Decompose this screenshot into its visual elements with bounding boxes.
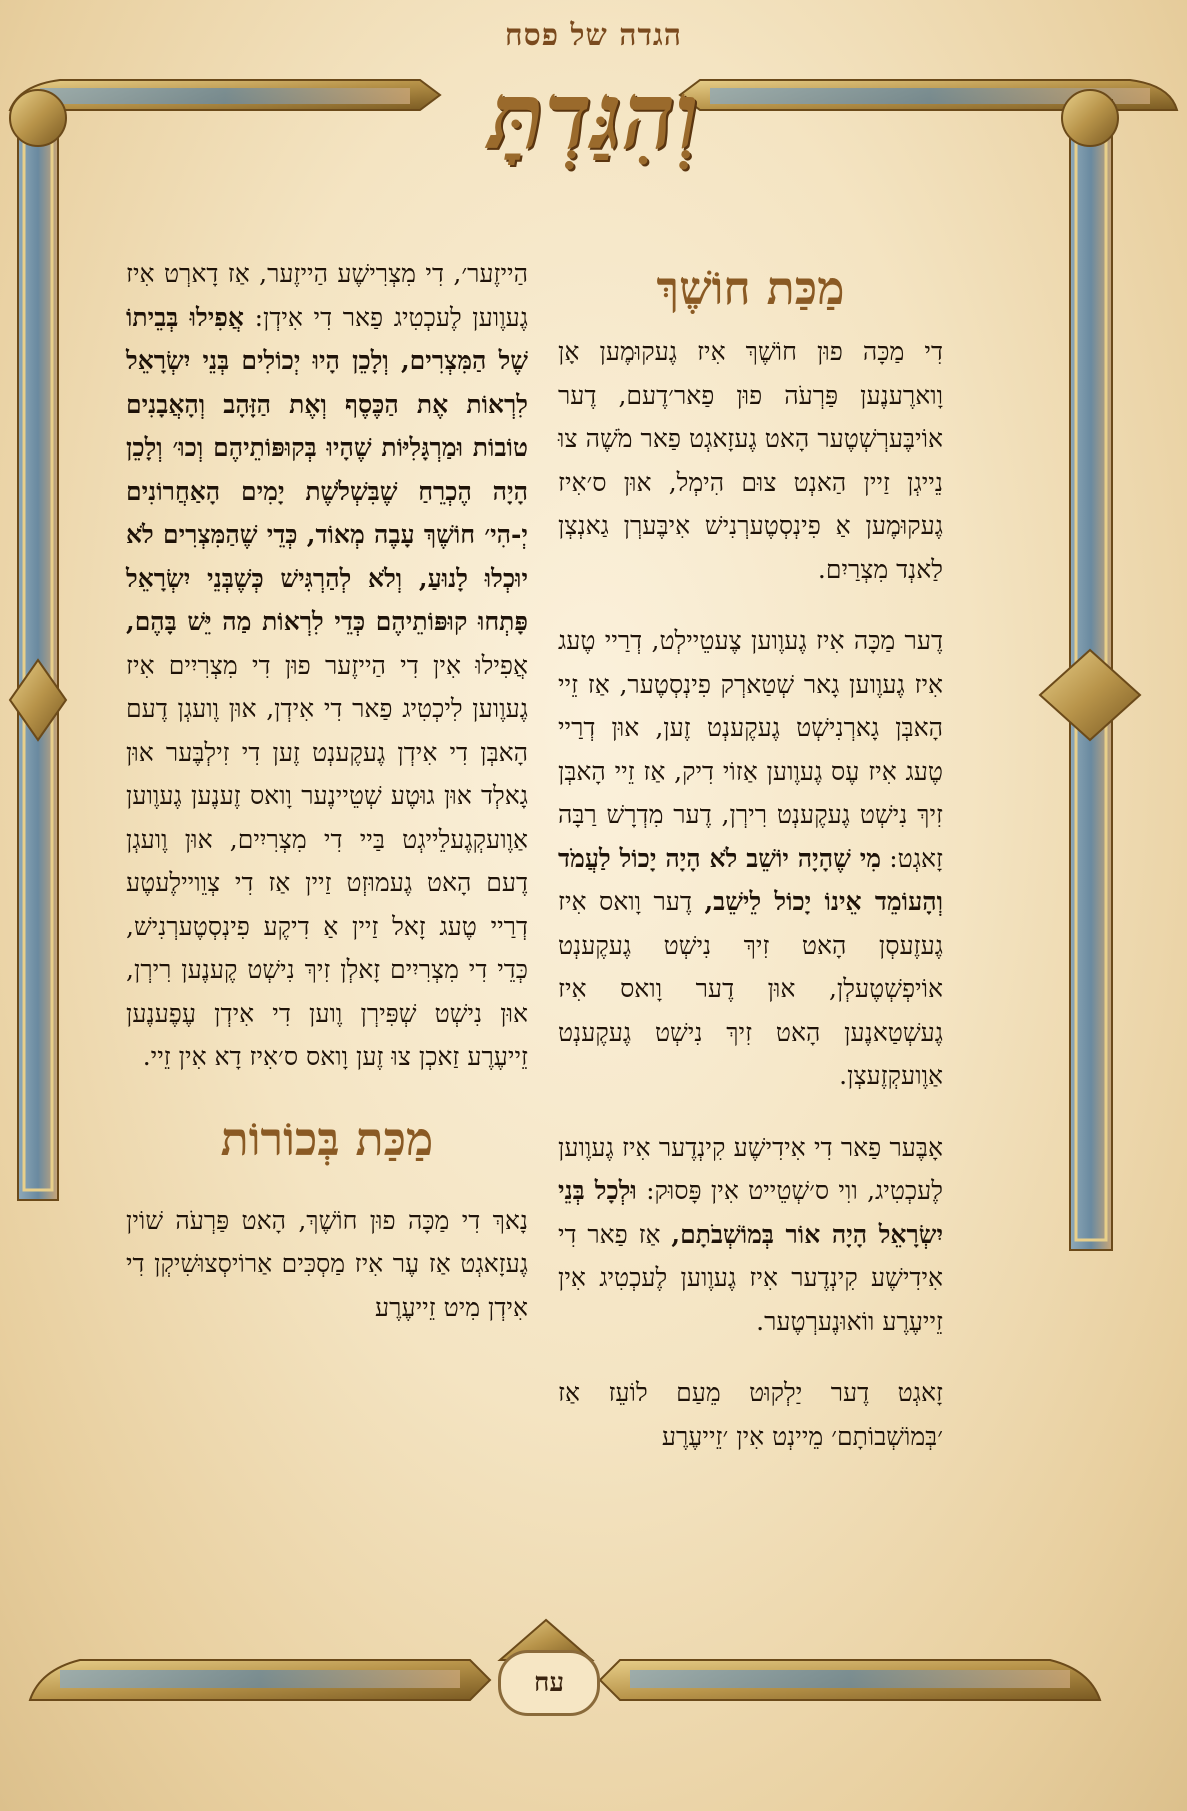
- paragraph: דִי מַכָּה פוּן חוֹשֶׁךְ אִיז גֶעקוּמֶען אָן וָוארֶענֶען פַּרְעֹה פוּן פַאר׳דֶעם, דֶער אוֹיבֶּערְשְׁטֶער הָאט גֶעזָאגְט פַאר מֹשֶׁה צוּ נֵייגְן זַיין הַאנְט צוּם הִימְל, אוּן ס׳אִיז גֶעקוּמֶען אַ פִינְסְטֶערְנִישׁ אִיבֶּערְן גַאנְצְן לַאנְד מִצְרַיִם.: [558, 337, 943, 584]
- quote-bold: מִי שֶׁהָיָה יוֹשֵׁב לֹא הָיָה יָכוֹל לַעֲמֹד וְהָעוֹמֵד אֵינוֹ יָכוֹל לֵישֵׁב,: [558, 843, 943, 916]
- paragraph: הַייזֶער׳, דִי מִצְרִישֶׁע הַייזֶער, אַז דָארְט אִיז גֶעוֶוען לֶעכְטִיג פַאר דִי אִידְן: אֲפִילוּ בְּבֵיתוֹ שֶׁל הַמִּצְרִים, וְלָכֵן הָיוּ יְכוֹלִים בְּנֵי יִשְׂרָאֵל לִרְאוֹת אֶת הַכֶּסֶף וְאֶת הַזָּהָב וְהָאֲבָנִים טוֹבוֹת וּמַרְגָּלִיּוֹת שֶׁהָיוּ בְּקוּפּוֹתֵיהֶם וְכוּ׳ וְלָכֵן הָיָה הֶכְרֵחַ שֶׁבִּשְׁלֹשֶׁת יָמִים הָאַחֲרוֹנִים יְ-הִי׳ חוֹשֶׁךְ עָבֶה מְאוֹד, כְּדֵי שֶׁהַמִּצְרִים לֹא יוּכְלוּ לָנוּעַ, וְלֹא לְהַרְגִּישׁ כְּשֶׁבְּנֵי יִשְׂרָאֵל פָּתְחוּ קוּפּוֹתֵיהֶם כְּדֵי לִרְאוֹת מַה יֵּשׁ בָּהֶם, אֲפִילוּ אִין דִי הַייזֶער פוּן דִי מִצְרִיִים אִיז גֶעוֶוען לִיכְטִיג פַאר דִי אִידְן, אוּן וֶועגְן דֶעם הָאבְּן דִי אִידְן גֶעקֶענְט זֶען דִי זִילְבֶּער אוּן גָאלְד אוּן גוּטֶע שְׁטֵיינֶער וָואס זֶענֶען גֶעוֶוען אַוֶועקְגֶעלֵייגְט בַּיי דִי מִצְרִיִים, אוּן וֶועגְן דֶעם הָאט גֶעמוּזְט זַיין אַז דִי צְוֵויילֶעטֶע דְרַיי טֶעג זָאל זַיין אַ דִיקֶע פִינְסְטֶערְנִישׁ, כְּדֵי דִי מִצְרִיִים זָאלְן זִיךְ נִישְׁט קֶענֶען רִירְן, אוּן נִישְׁט שְׁפִּירְן וֶוען דִי אִידְן עֶפֶענֶען זֵייעֶרֶע זַאכְן צוּ זֶען וָואס ס׳אִיז דָא אִין זֵיי.: [126, 259, 528, 1071]
- paragraph: נָאךְ דִי מַכָּה פוּן חוֹשֶׁךְ, הָאט פַּרְעֹה שׁוֹין גֶעזָאגְט אַז עֶר אִיז מַסְכִּים אַרוֹיסְצוּשִׁיקְן דִי אִידְן מִיט זֵייעֶרֶע: [126, 1205, 528, 1322]
- quote-bold: אֲפִילוּ בְּבֵיתוֹ שֶׁל הַמִּצְרִים, וְלָכֵן הָיוּ יְכוֹלִים בְּנֵי יִשְׂרָאֵל לִרְאוֹת אֶת הַכֶּסֶף וְאֶת הַזָּהָב וְהָאֲבָנִים טוֹבוֹת וּמַרְגָּלִיּוֹת שֶׁהָיוּ בְּקוּפּוֹתֵיהֶם וְכוּ׳ וְלָכֵן הָיָה הֶכְרֵחַ שֶׁבִּשְׁלֹשֶׁת יָמִים הָאַחֲרוֹנִים יְ-הִי׳ חוֹשֶׁךְ עָבֶה מְאוֹד, כְּדֵי שֶׁהַמִּצְרִים לֹא יוּכְלוּ לָנוּעַ, וְלֹא לְהַרְגִּישׁ כְּשֶׁבְּנֵי יִשְׂרָאֵל פָּתְחוּ קוּפּוֹתֵיהֶם כְּדֵי לִרְאוֹת מַה יֵּשׁ בָּהֶם,: [126, 302, 528, 636]
- section-heading-darkness: מַכַּת חוֹשֶׁךְ: [656, 261, 845, 315]
- haggadah-subtitle: הגדה של פסח: [504, 18, 683, 53]
- page-number: עח: [533, 1668, 565, 1698]
- quote-bold: וּלְכָל בְּנֵי יִשְׂרָאֵל הָיָה אוֹר בְּמוֹשְׁבֹתָם,: [558, 1176, 943, 1249]
- paragraph: דֶער מַכָּה אִיז גֶעוֶוען צֶעטֵיילְט, דְרַיי טֶעג אִיז גֶעוֶוען גָאר שְׁטַארְק פִינְסְטֶער, אַז זֵיי הָאבְּן גָארְנִישְׁט גֶעקֶענְט זֶען, אוּן דְרַיי טֶעג אִיז עֶס גֶעוֶוען אַזוֹי דִיק, אַז זֵיי הָאבְּן זִיךְ נִישְׁט גֶעקֶענְט רִירְן, דֶער מִדְרָשׁ רַבָּה זָאגְט: מִי שֶׁהָיָה יוֹשֵׁב לֹא הָיָה יָכוֹל לַעֲמֹד וְהָעוֹמֵד אֵינוֹ יָכוֹל לֵישֵׁב, דֶער וָואס אִיז גֶעזֶעסְן הָאט זִיךְ נִישְׁט גֶעקֶענְט אוֹיפְשְׁטֶעלְן, אוּן דֶער וָואס אִיז גֶעשְׁטַאנֶען הָאט זִיךְ נִישְׁט גֶעקֶענְט אַוֶועקְזֶעצְן.: [558, 626, 943, 1090]
- left-column: [126, 252, 528, 1357]
- paragraph: זָאגְט דֶער יַלְקוּט מֵעַם לוֹעֵז אַז ׳בְּמוֹשְׁבוֹתָם׳ מֵיינְט אִין ׳זֵייעֶרֶע: [558, 1378, 943, 1451]
- section-heading-firstborn: מַכַּת בְּכוֹרוֹת: [220, 1111, 434, 1166]
- book-title-logo: וְהִגַּדְתָּ: [488, 62, 699, 170]
- paragraph: אָבֶּער פַאר דִי אִידִישֶׁע קִינְדֶער אִיז גֶעוֶוען לֶעכְטִיג, ווִי ס׳שְׁטֵייט אִין פָּסוּק: וּלְכָל בְּנֵי יִשְׂרָאֵל הָיָה אוֹר בְּמוֹשְׁבֹתָם, אַז פַאר דִי אִידִישֶׁע קִינְדֶער אִיז גֶעוֶוען לֶעכְטִיג אִין זֵייעֶרֶע ווֹאוּנֶערְטֶער.: [558, 1132, 943, 1336]
- right-column: [558, 261, 943, 1486]
- page-number-badge: [498, 1650, 600, 1716]
